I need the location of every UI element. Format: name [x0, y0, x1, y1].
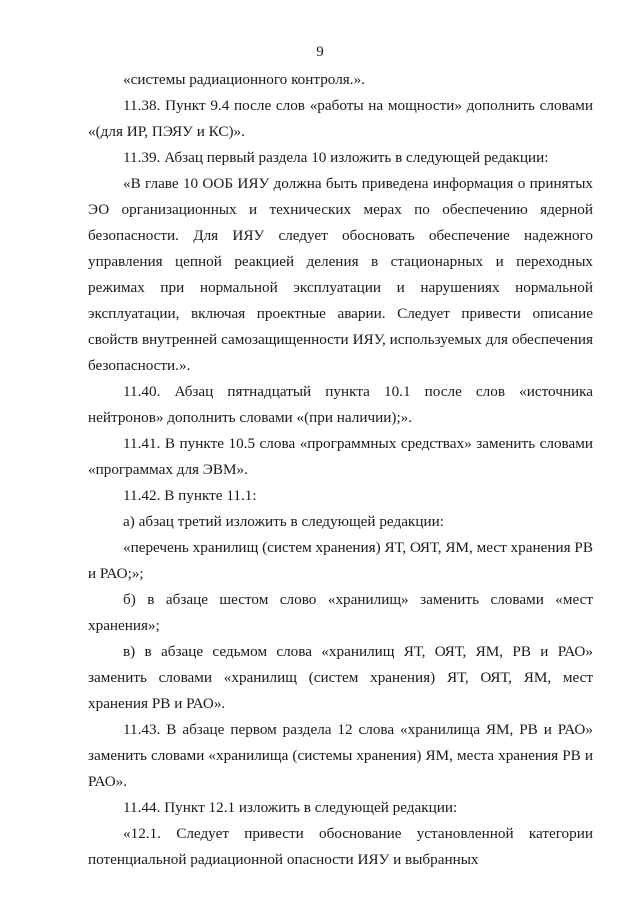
paragraph-11-43: 11.43. В абзаце первом раздела 12 слова «хранилища ЯМ, РВ и РАО» заменить словами «хранилища (системы хранения) ЯМ, места хранения РВ и РАО». — [88, 721, 593, 790]
paragraph-12-1-quote: «12.1. Следует привести обоснование установленной категории потенциальной радиационной опасности ИЯУ и выбранных — [88, 825, 593, 868]
page-number: 9 — [316, 44, 324, 60]
paragraph-11-39: 11.39. Абзац первый раздела 10 изложить в следующей редакции: — [123, 149, 549, 166]
paragraph-1: «системы радиационного контроля.». — [123, 71, 365, 88]
document-body — [88, 67, 593, 873]
paragraph-11-38: 11.38. Пункт 9.4 после слов «работы на мощности» дополнить словами «(для ИР, ПЭЯУ и КС)». — [88, 97, 593, 140]
paragraph-11-41: 11.41. В пункте 10.5 слова «программных средствах» заменить словами «программах для ЭВМ». — [88, 435, 593, 478]
paragraph-11-42-a-quote: «перечень хранилищ (систем хранения) ЯТ, ОЯТ, ЯМ, мест хранения РВ и РАО;»; — [88, 539, 593, 582]
paragraph-11-42-b: б) в абзаце шестом слово «хранилищ» заменить словами «мест хранения»; — [88, 591, 593, 634]
paragraph-11-40: 11.40. Абзац пятнадцатый пункта 10.1 после слов «источника нейтронов» дополнить словами «(при наличии);». — [88, 383, 593, 426]
paragraph-11-44: 11.44. Пункт 12.1 изложить в следующей редакции: — [123, 799, 458, 816]
paragraph-11-42: 11.42. В пункте 11.1: — [123, 487, 257, 504]
paragraph-11-42-c: в) в абзаце седьмом слова «хранилищ ЯТ, ОЯТ, ЯМ, РВ и РАО» заменить словами «хранилищ (систем хранения) ЯТ, ОЯТ, ЯМ, мест хранения РВ и РАО». — [88, 643, 593, 712]
paragraph-11-42-a: а) абзац третий изложить в следующей редакции: — [123, 513, 444, 530]
paragraph-quote-chapter-10: «В главе 10 ООБ ИЯУ должна быть приведена информация о принятых ЭО организационных и технических мерах по обеспечению ядерной безопасности. Для ИЯУ следует обосновать обеспечение надежного управления цепной реакцией деления в стационарных и переходных режимах при нормальной эксплуатации и нарушениях нормальной эксплуатации, включая проектные аварии. Следует привести описание свойств внутренней самозащищенности ИЯУ, используемых для обеспечения безопасности.». — [88, 175, 593, 374]
